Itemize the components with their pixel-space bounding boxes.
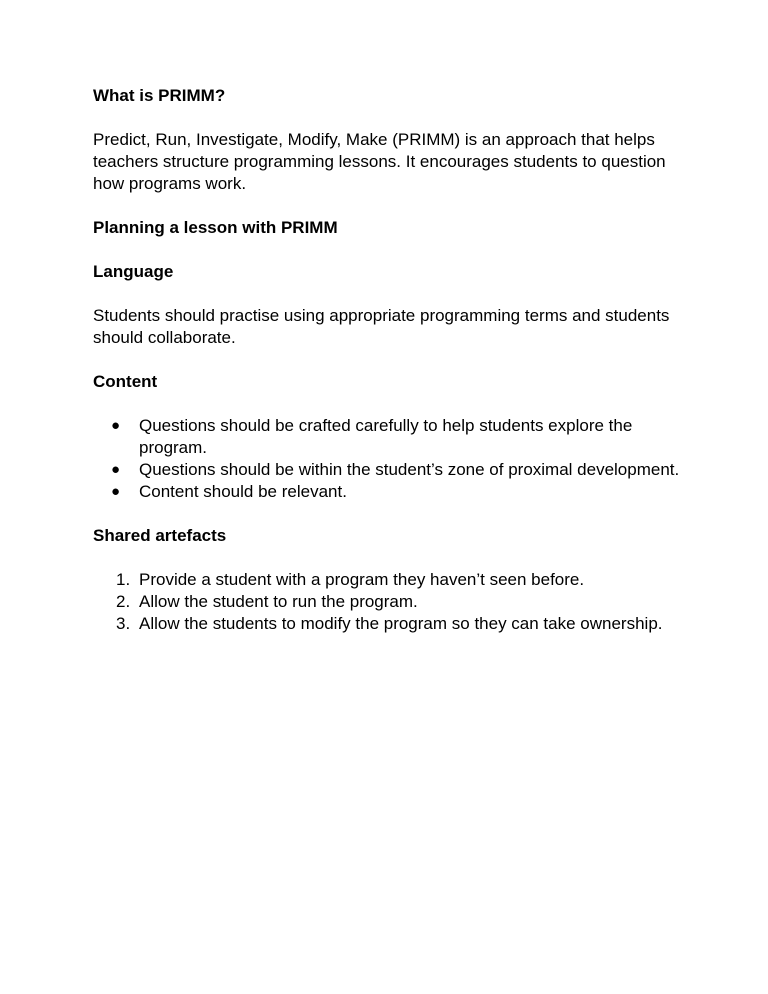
spacer bbox=[93, 283, 683, 305]
list-item-text: Allow the students to modify the program so they can take ownership. bbox=[139, 614, 663, 633]
spacer bbox=[93, 239, 683, 261]
spacer bbox=[93, 503, 683, 525]
shared-artefacts-heading: Shared artefacts bbox=[93, 526, 227, 545]
list-item bbox=[93, 459, 683, 481]
bullet-icon: ● bbox=[111, 417, 121, 434]
document-page bbox=[93, 85, 683, 635]
spacer bbox=[93, 349, 683, 371]
spacer bbox=[93, 107, 683, 129]
planning-heading: Planning a lesson with PRIMM bbox=[93, 218, 338, 237]
shared-artefacts-numbered-list bbox=[93, 569, 683, 635]
list-item bbox=[93, 481, 683, 503]
list-item-text: Content should be relevant. bbox=[139, 482, 347, 501]
language-heading: Language bbox=[93, 262, 174, 281]
list-number: 2. bbox=[116, 592, 131, 611]
spacer bbox=[93, 547, 683, 569]
list-number: 3. bbox=[116, 614, 131, 633]
spacer bbox=[93, 393, 683, 415]
intro-paragraph: Predict, Run, Investigate, Modify, Make (PRIMM) is an approach that helps teachers structure programming lessons. It encourages students to question how programs work. bbox=[93, 130, 666, 193]
bullet-icon: ● bbox=[111, 483, 121, 500]
list-item-text: Questions should be crafted carefully to help students explore the program. bbox=[139, 416, 633, 457]
list-item-text: Allow the student to run the program. bbox=[139, 592, 418, 611]
bullet-icon: ● bbox=[111, 461, 121, 478]
list-item bbox=[93, 415, 683, 459]
document-title: What is PRIMM? bbox=[93, 86, 226, 105]
content-bullet-list bbox=[93, 415, 683, 503]
list-item bbox=[93, 569, 683, 591]
list-number: 1. bbox=[116, 570, 131, 589]
list-item bbox=[93, 613, 683, 635]
language-paragraph: Students should practise using appropriate programming terms and students should collaborate. bbox=[93, 306, 670, 347]
list-item bbox=[93, 591, 683, 613]
list-item-text: Questions should be within the student’s zone of proximal development. bbox=[139, 460, 680, 479]
list-item-text: Provide a student with a program they haven’t seen before. bbox=[139, 570, 585, 589]
spacer bbox=[93, 195, 683, 217]
content-heading: Content bbox=[93, 372, 158, 391]
